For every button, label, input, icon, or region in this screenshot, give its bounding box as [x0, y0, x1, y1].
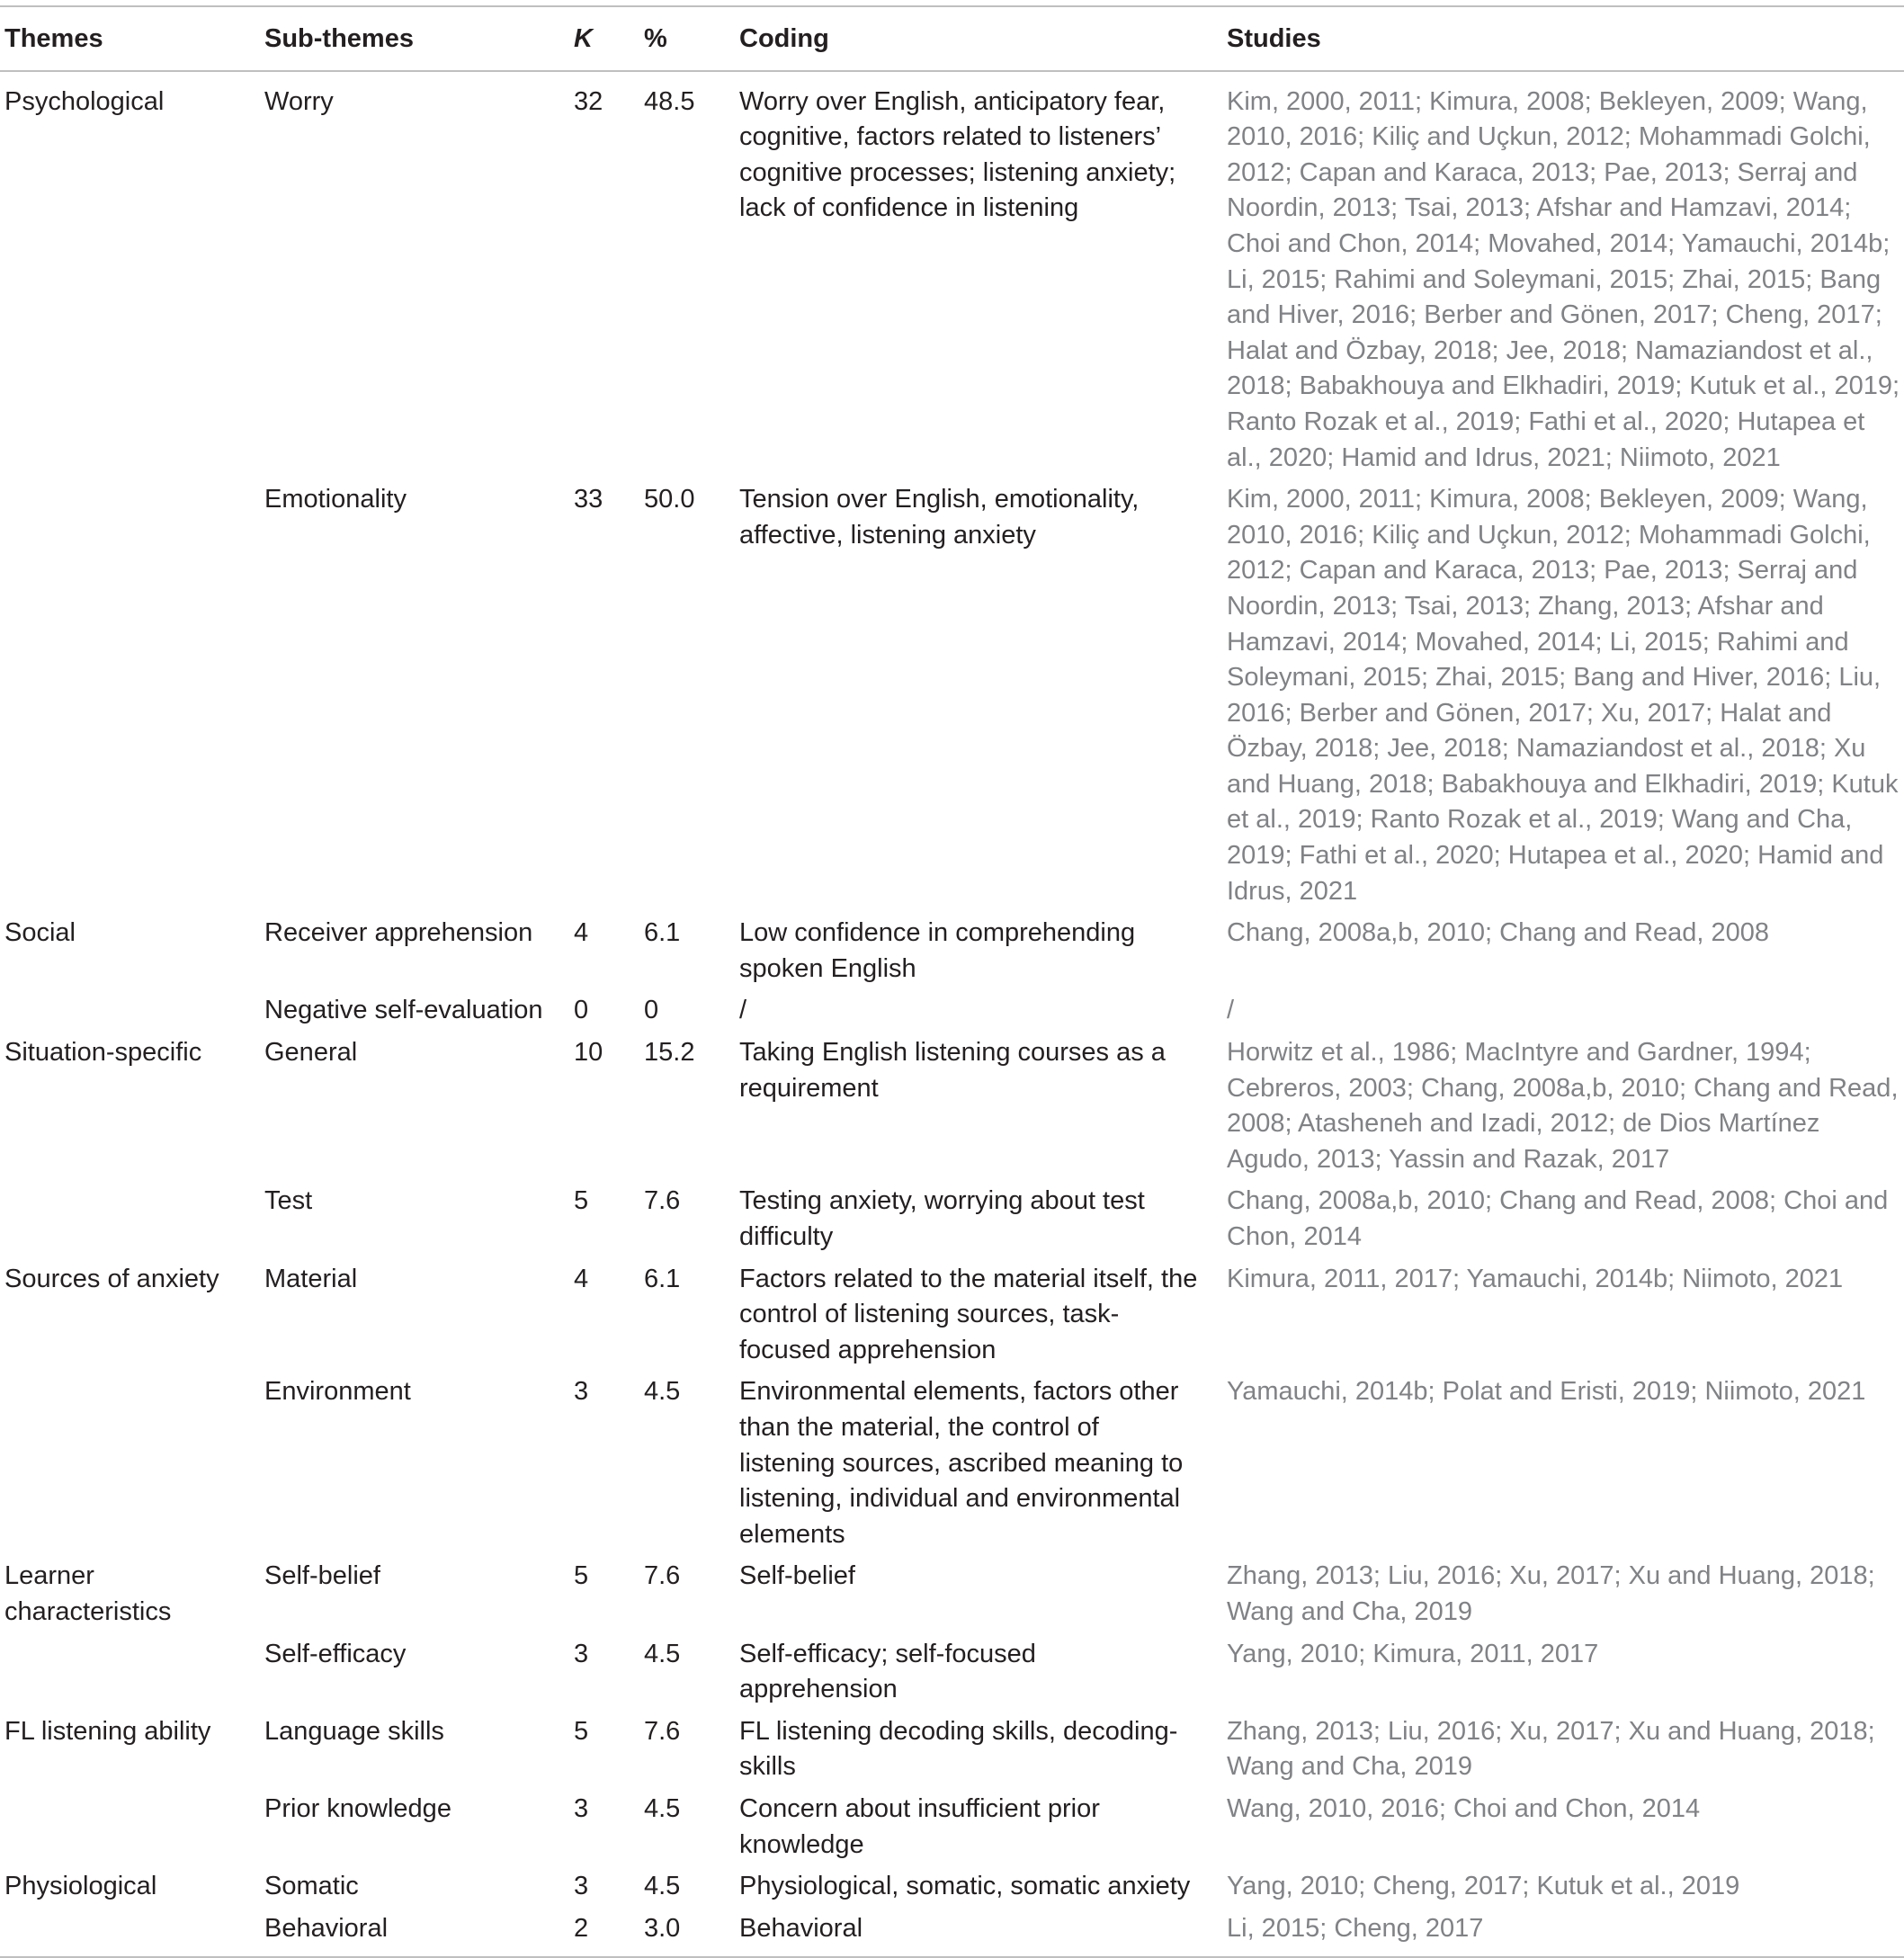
cell-studies: Wang, 2010, 2016; Choi and Chon, 2014: [1227, 1793, 1701, 1823]
header-percent: %: [644, 6, 739, 71]
cell-subtheme: Material: [264, 1264, 358, 1293]
cell-theme: [0, 1637, 264, 1714]
table-row: [0, 482, 1904, 916]
cell-coding: Testing anxiety, worrying about test difficulty: [739, 1186, 1145, 1251]
table-row: [0, 1262, 1904, 1375]
cell-subtheme: Somatic: [264, 1872, 359, 1901]
cell-studies: Kim, 2000, 2011; Kimura, 2008; Bekleyen, 2009; Wang, 2010, 2016; Kiliç and Uçkun, 2012; Mohammadi Golchi, 2012; Capan and Karaca, 2013; Pae, 2013; Serraj and Noordin, 2013; Tsai, 2013; Afshar and Hamzavi, 2014; Choi and Chon, 2014; Movahed, 2014; Yamauchi, 2014b; Li, 2015; Rahimi and Soleymani, 2015; Zhai, 2015; Bang and Hiver, 2016; Berber and Gönen, 2017; Cheng, 2017; Halat and Özbay, 2018; Jee, 2018; Namaziandost et al., 2018; Babakhouya and Elkhadiri, 2019; Kutuk et al., 2019; Ranto Rozak et al., 2019; Fathi et al., 2020; Hutapea et al., 2020; Hamid and Idrus, 2021; Niimoto, 2021: [1227, 86, 1900, 472]
table-row: [0, 916, 1904, 993]
cell-k: 5: [574, 1561, 589, 1591]
cell-k: 0: [574, 996, 589, 1025]
cell-subtheme: Self-efficacy: [264, 1639, 407, 1668]
table-row: [0, 1911, 1904, 1958]
cell-percent: 7.6: [644, 1561, 681, 1591]
cell-subtheme: Emotionality: [264, 485, 407, 514]
cell-coding: FL listening decoding skills, decoding-skills: [739, 1716, 1178, 1782]
table-row: [0, 1792, 1904, 1869]
cell-coding: /: [739, 996, 747, 1025]
table-row: [0, 1374, 1904, 1559]
table-row: [0, 1559, 1904, 1636]
cell-theme: [0, 1184, 264, 1261]
table-row: [0, 71, 1904, 483]
cell-studies: Yang, 2010; Cheng, 2017; Kutuk et al., 2019: [1227, 1872, 1740, 1901]
themes-table-container: [0, 5, 1904, 1958]
cell-theme: [0, 1792, 264, 1869]
cell-theme: Learner characteristics: [4, 1561, 172, 1626]
cell-k: 5: [574, 1716, 589, 1746]
cell-theme: Social: [4, 918, 76, 948]
cell-theme: [0, 482, 264, 916]
cell-coding: Worry over English, anticipatory fear, cognitive, factors related to listeners’ cognitive processes; listening anxiety; lack of confidence in listening: [739, 86, 1176, 223]
cell-percent: 48.5: [644, 86, 695, 116]
cell-studies: Zhang, 2013; Liu, 2016; Xu, 2017; Xu and Huang, 2018; Wang and Cha, 2019: [1227, 1561, 1875, 1626]
cell-coding: Taking English listening courses as a requirement: [739, 1038, 1166, 1103]
cell-coding: Low confidence in comprehending spoken English: [739, 918, 1136, 983]
table-row: [0, 993, 1904, 1035]
cell-k: 33: [574, 485, 603, 514]
table-row: [0, 1869, 1904, 1911]
table-row: [0, 1714, 1904, 1792]
cell-theme: Situation-specific: [4, 1038, 202, 1068]
cell-subtheme: Environment: [264, 1377, 411, 1407]
cell-percent: 4.5: [644, 1377, 681, 1407]
cell-k: 3: [574, 1377, 589, 1407]
cell-percent: 4.5: [644, 1793, 681, 1823]
cell-subtheme: Test: [264, 1186, 313, 1216]
cell-subtheme: Prior knowledge: [264, 1793, 451, 1823]
cell-theme: [0, 1911, 264, 1958]
cell-subtheme: Self-belief: [264, 1561, 380, 1591]
cell-percent: 7.6: [644, 1186, 681, 1216]
cell-studies: Horwitz et al., 1986; MacIntyre and Gardner, 1994; Cebreros, 2003; Chang, 2008a,b, 2010; Chang and Read, 2008; Atasheneh and Izadi, 2012; de Dios Martínez Agudo, 2013; Yassin and Razak, 2017: [1227, 1038, 1899, 1174]
cell-k: 10: [574, 1038, 603, 1068]
table-row: [0, 1637, 1904, 1714]
header-row: [0, 6, 1904, 71]
cell-k: 3: [574, 1872, 589, 1901]
cell-percent: 0: [644, 996, 659, 1025]
cell-k: 2: [574, 1911, 644, 1958]
cell-coding: Environmental elements, factors other than the material, the control of listening sources, ascribed meaning to listening, individual and environmental elements: [739, 1377, 1184, 1549]
cell-studies: Chang, 2008a,b, 2010; Chang and Read, 2008: [1227, 918, 1770, 948]
cell-subtheme: Language skills: [264, 1716, 444, 1746]
cell-theme: FL listening ability: [4, 1716, 211, 1746]
cell-percent: 3.0: [644, 1911, 739, 1958]
cell-theme: [0, 1374, 264, 1559]
header-k: K: [574, 6, 644, 71]
cell-percent: 4.5: [644, 1639, 681, 1668]
cell-subtheme: Worry: [264, 86, 334, 116]
cell-subtheme: Behavioral: [264, 1911, 574, 1958]
cell-coding: Physiological, somatic, somatic anxiety: [739, 1872, 1191, 1901]
cell-coding: Self-belief: [739, 1561, 855, 1591]
cell-studies: Kim, 2000, 2011; Kimura, 2008; Bekleyen, 2009; Wang, 2010, 2016; Kiliç and Uçkun, 2012; Mohammadi Golchi, 2012; Capan and Karaca, 2013; Pae, 2013; Serraj and Noordin, 2013; Tsai, 2013; Zhang, 2013; Afshar and Hamzavi, 2014; Movahed, 2014; Li, 2015; Rahimi and Soleymani, 2015; Zhai, 2015; Bang and Hiver, 2016; Liu, 2016; Berber and Gönen, 2017; Xu, 2017; Halat and Özbay, 2018; Jee, 2018; Namaziandost et al., 2018; Xu and Huang, 2018; Babakhouya and Elkhadiri, 2019; Kutuk et al., 2019; Ranto Rozak et al., 2019; Wang and Cha, 2019; Fathi et al., 2020; Hutapea et al., 2020; Hamid and Idrus, 2021: [1227, 485, 1899, 906]
header-coding: Coding: [739, 6, 1227, 71]
cell-k: 4: [574, 1264, 589, 1293]
cell-studies: Yamauchi, 2014b; Polat and Eristi, 2019; Niimoto, 2021: [1227, 1377, 1866, 1407]
header-subthemes: Sub-themes: [264, 6, 574, 71]
cell-percent: 6.1: [644, 1264, 681, 1293]
cell-studies: Zhang, 2013; Liu, 2016; Xu, 2017; Xu and Huang, 2018; Wang and Cha, 2019: [1227, 1716, 1875, 1782]
cell-percent: 7.6: [644, 1716, 681, 1746]
cell-theme: [0, 993, 264, 1035]
cell-coding: Concern about insufficient prior knowledge: [739, 1793, 1100, 1859]
cell-k: 32: [574, 86, 603, 116]
cell-studies: /: [1227, 996, 1235, 1025]
table-row: [0, 1184, 1904, 1261]
cell-percent: 4.5: [644, 1872, 681, 1901]
cell-k: 3: [574, 1793, 589, 1823]
cell-subtheme: General: [264, 1038, 358, 1068]
cell-studies: Yang, 2010; Kimura, 2011, 2017: [1227, 1639, 1599, 1668]
table-row: [0, 1035, 1904, 1184]
cell-studies: Chang, 2008a,b, 2010; Chang and Read, 2008; Choi and Chon, 2014: [1227, 1186, 1889, 1251]
cell-studies: Kimura, 2011, 2017; Yamauchi, 2014b; Niimoto, 2021: [1227, 1264, 1844, 1293]
cell-theme: Sources of anxiety: [4, 1264, 219, 1293]
cell-k: 3: [574, 1639, 589, 1668]
header-themes: Themes: [0, 6, 264, 71]
cell-subtheme: Negative self-evaluation: [264, 996, 543, 1025]
cell-theme: Psychological: [4, 86, 165, 116]
cell-studies: Li, 2015; Cheng, 2017: [1227, 1911, 1904, 1958]
cell-percent: 15.2: [644, 1038, 695, 1068]
cell-coding: Self-efficacy; self-focused apprehension: [739, 1639, 1036, 1704]
cell-subtheme: Receiver apprehension: [264, 918, 533, 948]
cell-k: 5: [574, 1186, 589, 1216]
cell-k: 4: [574, 918, 589, 948]
themes-table: [0, 5, 1904, 1958]
cell-percent: 6.1: [644, 918, 681, 948]
cell-theme: Physiological: [4, 1872, 157, 1901]
cell-coding: Factors related to the material itself, the control of listening sources, task-focused apprehension: [739, 1264, 1198, 1364]
cell-percent: 50.0: [644, 485, 695, 514]
cell-coding: Behavioral: [739, 1911, 1227, 1958]
cell-coding: Tension over English, emotionality, affective, listening anxiety: [739, 485, 1140, 550]
header-studies: Studies: [1227, 6, 1904, 71]
